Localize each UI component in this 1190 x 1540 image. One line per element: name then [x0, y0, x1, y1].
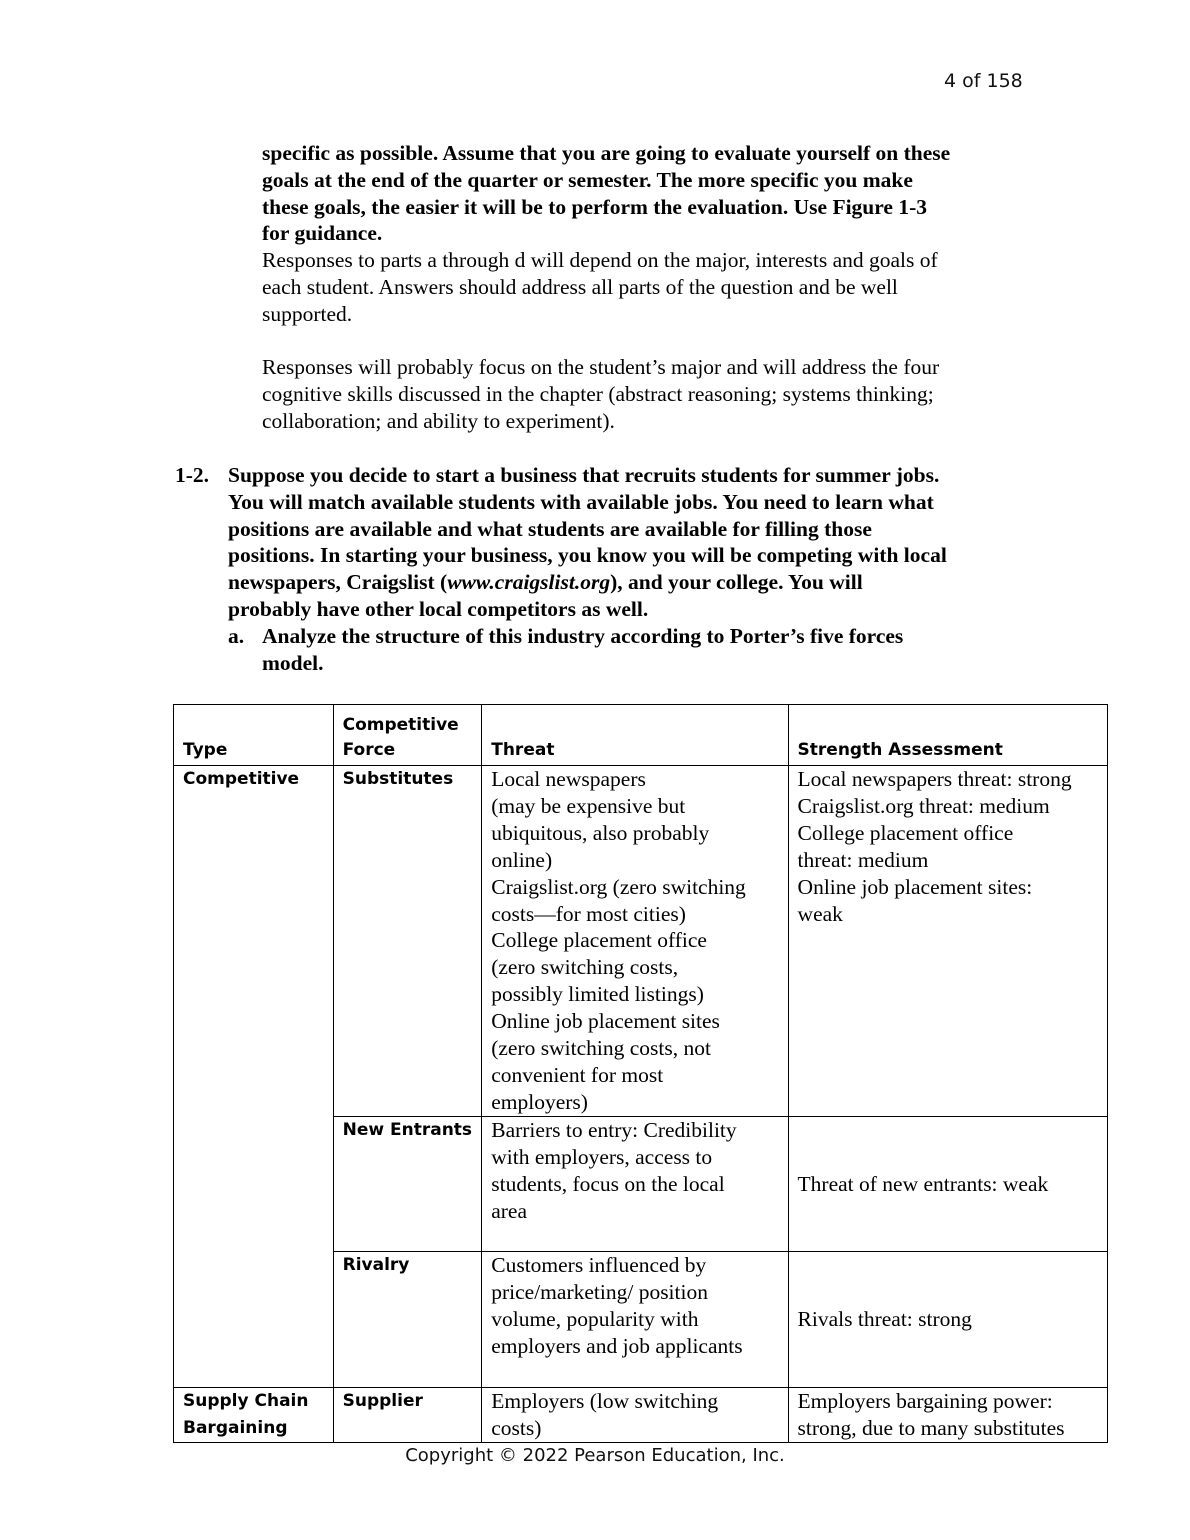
text-line: for guidance.	[262, 221, 383, 246]
cell-line: price/marketing/ position	[491, 1280, 708, 1305]
question-continuation	[262, 140, 1022, 247]
header-type: Type	[174, 705, 334, 766]
cell-line: students, focus on the local	[491, 1171, 725, 1196]
copyright-footer: Copyright © 2022 Pearson Education, Inc.	[405, 1445, 785, 1466]
strength-cell	[788, 1252, 1107, 1388]
text-line: positions. In starting your business, you know you will be competing with local	[228, 543, 947, 568]
table-row	[174, 1387, 1108, 1442]
cell-line: Rivals threat: strong	[797, 1307, 972, 1332]
answer-paragraph-1	[262, 247, 1022, 327]
cell-line: area	[491, 1198, 528, 1223]
subquestion-label: a.	[228, 624, 245, 648]
text-line: positions are available and what students are available for filling those	[228, 516, 872, 541]
header-line: Force	[342, 740, 396, 760]
text-line: goals at the end of the quarter or semester. The more specific you make	[262, 167, 913, 192]
text-fragment: newspapers, Craigslist (	[228, 570, 448, 595]
header-strength-assessment: Strength Assessment	[788, 705, 1107, 766]
subquestion-text	[262, 623, 982, 677]
cell-line: Online job placement sites:	[797, 874, 1033, 899]
craigslist-link-text: www.craigslist.org	[447, 570, 611, 595]
text-line: cognitive skills discussed in the chapter (abstract reasoning; systems thinking;	[262, 381, 934, 406]
five-forces-table	[173, 704, 1108, 1443]
force-cell: New Entrants	[333, 1116, 482, 1252]
text-line: probably have other local competitors as well.	[228, 596, 649, 621]
text-line: specific as possible. Assume that you are going to evaluate yourself on these	[262, 141, 951, 165]
text-line: supported.	[262, 301, 353, 326]
type-cell-supply-chain	[174, 1387, 334, 1442]
text-line	[228, 569, 1028, 596]
cell-line: threat: medium	[797, 847, 929, 872]
cell-line: College placement office	[491, 928, 707, 953]
cell-line: strong, due to many substitutes	[797, 1415, 1065, 1440]
cell-line: Supply Chain	[183, 1390, 309, 1411]
answer-paragraph-2	[262, 354, 1022, 434]
cell-line: convenient for most	[491, 1062, 664, 1087]
cell-line: costs—for most cities)	[491, 901, 686, 926]
cell-line: Employers (low switching	[491, 1388, 719, 1413]
cell-line: Online job placement sites	[491, 1009, 720, 1034]
text-line: Responses to parts a through d will depend on the major, interests and goals of	[262, 248, 938, 272]
page-indicator: 4 of 158	[944, 70, 1023, 92]
type-cell-competitive: Competitive	[174, 766, 334, 1388]
force-cell: Rivalry	[333, 1252, 482, 1388]
header-line: Competitive	[342, 715, 459, 735]
header-competitive-force	[333, 705, 482, 766]
cell-line: weak	[797, 901, 843, 926]
cell-line: (zero switching costs, not	[491, 1036, 711, 1061]
threat-cell	[482, 1387, 788, 1442]
threat-cell	[482, 766, 788, 1117]
threat-cell	[482, 1116, 788, 1252]
cell-line: employers and job applicants	[491, 1334, 743, 1359]
header-threat: Threat	[482, 705, 788, 766]
strength-cell	[788, 1116, 1107, 1252]
cell-line: Local newspapers threat: strong	[797, 767, 1072, 791]
text-line: Responses will probably focus on the student’s major and will address the four	[262, 355, 940, 379]
cell-line: possibly limited listings)	[491, 982, 704, 1007]
cell-line: Craigslist.org threat: medium	[797, 793, 1050, 818]
cell-line: (zero switching costs,	[491, 955, 679, 980]
text-fragment: ), and your college. You will	[610, 570, 863, 595]
cell-line: Barriers to entry: Credibility	[491, 1117, 737, 1142]
cell-line: Craigslist.org (zero switching	[491, 874, 746, 899]
strength-cell	[788, 1387, 1107, 1442]
cell-line: online)	[491, 847, 553, 872]
cell-line: costs)	[491, 1415, 542, 1440]
cell-line: Bargaining	[183, 1417, 288, 1438]
question-text	[228, 462, 1028, 623]
cell-line: Employers bargaining power:	[797, 1388, 1053, 1413]
text-line: each student. Answers should address all parts of the question and be well	[262, 274, 898, 299]
cell-line: employers)	[491, 1089, 588, 1114]
text-line: Analyze the structure of this industry according to Porter’s five forces	[262, 624, 904, 648]
cell-line: volume, popularity with	[491, 1307, 699, 1332]
cell-line: Threat of new entrants: weak	[797, 1171, 1049, 1196]
cell-line: ubiquitous, also probably	[491, 820, 710, 845]
table-row	[174, 766, 1108, 1117]
cell-line: with employers, access to	[491, 1144, 713, 1169]
cell-line: Customers influenced by	[491, 1253, 707, 1278]
cell-line: (may be expensive but	[491, 793, 686, 818]
cell-line: Local newspapers	[491, 767, 646, 791]
question-number: 1-2.	[175, 463, 210, 487]
text-line: these goals, the easier it will be to perform the evaluation. Use Figure 1-3	[262, 194, 927, 219]
force-cell: Supplier	[333, 1387, 482, 1442]
text-line: Suppose you decide to start a business that recruits students for summer jobs.	[228, 463, 940, 487]
strength-cell	[788, 766, 1107, 1117]
cell-line: College placement office	[797, 820, 1014, 845]
table-header-row	[174, 705, 1108, 766]
threat-cell	[482, 1252, 788, 1388]
text-line: You will match available students with available jobs. You need to learn what	[228, 489, 934, 514]
text-line: model.	[262, 650, 324, 675]
text-line: collaboration; and ability to experiment).	[262, 408, 615, 433]
force-cell: Substitutes	[333, 766, 482, 1117]
